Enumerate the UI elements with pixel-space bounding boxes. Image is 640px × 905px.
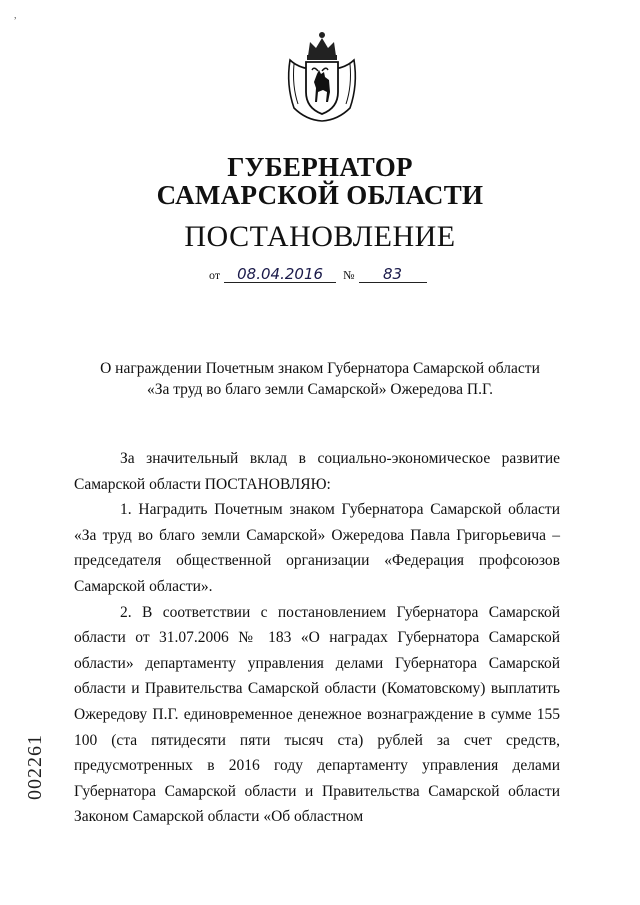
date-label: от <box>209 268 221 282</box>
document-type: ПОСТАНОВЛЕНИЕ <box>184 220 456 253</box>
side-registration-number: 002261 <box>24 734 46 800</box>
intro-paragraph: За значительный вклад в социально-экономическое развитие Самарской области ПОСТАНОВЛЯЮ: <box>74 450 560 493</box>
subject-line: О награждении Почетным знаком Губернатора Самарской области <box>100 360 540 377</box>
item-paragraph: 2. В соответствии с постановлением Губернатора Самарской области от 31.07.2006 № 183 «О наградах Губернатора Самарской области» департаменту управления делами Губернатора Самарской области и Правительства Самарской области (Коматовскому) выплатить Ожередову П.Г. единовременное денежное вознаграждение в сумме 155 100 (ста пятидесяти пяти тысяч ста) рублей за счет средств, предусмотренных в 2016 году департаменту управления делами Губернатора Самарской области и Правительства Самарской области Законом Самарской области «Об областном <box>74 603 560 826</box>
header-title-region: САМАРСКОЙ ОБЛАСТИ <box>156 180 484 210</box>
item-paragraph: 1. Наградить Почетным знаком Губернатора Самарской области «За труд во благо земли Самарской» Ожередова Павла Григорьевича – председателя общественной организации «Федерация профсоюзов Самарской области». <box>74 501 560 595</box>
scan-mark: , <box>14 10 17 21</box>
date-value: 08.04.2016 <box>224 266 336 283</box>
number-value: 83 <box>359 266 427 283</box>
subject-line: «За труд во благо земли Самарской» Ожередова П.Г. <box>146 381 494 398</box>
document-body <box>74 446 560 830</box>
samara-coat-of-arms-icon <box>284 30 360 122</box>
date-number-line <box>205 266 427 283</box>
header-title-governor: ГУБЕРНАТОР <box>227 152 413 182</box>
number-label: № <box>343 268 355 282</box>
document-subject <box>60 358 580 400</box>
